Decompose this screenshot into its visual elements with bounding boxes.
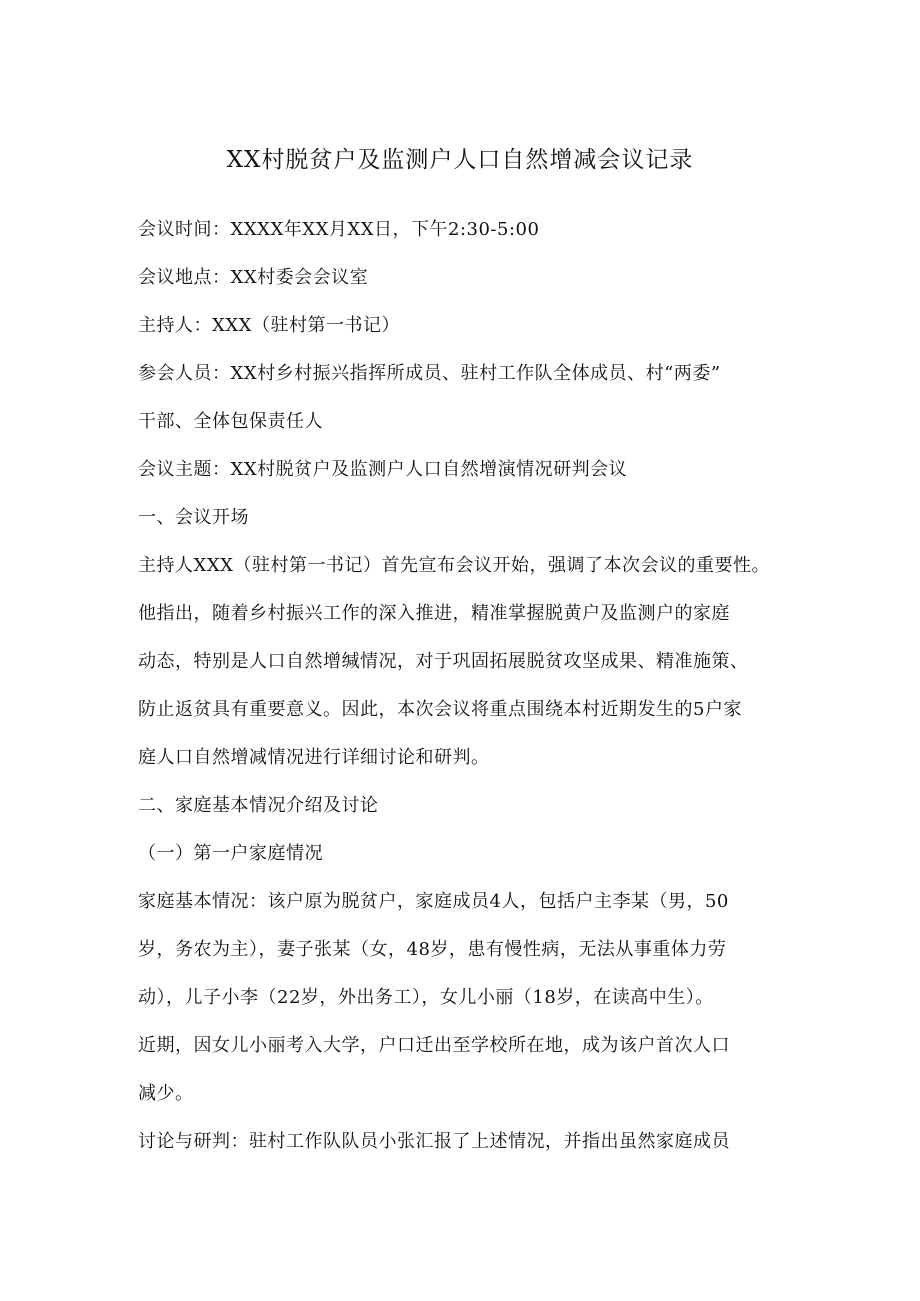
meeting-location: 会议地点：XX村委会会议室 [138, 267, 369, 288]
paragraph-line: 动），儿子小李（22岁，外出务工），女儿小丽（18岁，在读高中生）。 [138, 987, 714, 1008]
document-title: XX村脱贫户及监测户人口自然增减会议记录 [226, 147, 694, 173]
meeting-attendees-cont: 干部、全体包保责任人 [138, 411, 323, 432]
document-body [138, 210, 790, 1170]
meeting-topic: 会议主题：XX村脱贫户及监测户人口自然增演情况研判会议 [138, 459, 628, 480]
paragraph-line: 近期，因女儿小丽考入大学，户口迁出至学校所在地，成为该户首次人口 [138, 1035, 730, 1056]
paragraph-line: 主持人XXX（驻村第一书记）首先宣布会议开始，强调了本次会议的重要性。 [138, 555, 770, 576]
paragraph-line: 庭人口自然增减情况进行详细讨论和研判。 [138, 747, 490, 768]
section-heading-opening: 一、会议开场 [138, 507, 249, 528]
meeting-host: 主持人：XXX（驻村第一书记） [138, 315, 400, 336]
paragraph-line: 动态，特别是人口自然增缄情况，对于巩固拓展脱贫攻坚成果、精准施策、 [138, 651, 749, 672]
meeting-attendees: 参会人员：XX村乡村振兴指挥所成员、驻村工作队全体成员、村“两委” [138, 363, 721, 384]
paragraph-line: 他指出，随着乡村振兴工作的深入推进，精准掌握脱黄户及监测户的家庭 [138, 603, 730, 624]
paragraph-line: 防止返贫具有重要意义。因此，本次会议将重点围绕本村近期发生的5户家 [138, 699, 742, 720]
meeting-time: 会议时间：XXXX年XX月XX日，下午2:30-5:00 [138, 219, 540, 240]
paragraph-line: 岁，务农为主），妻子张某（女，48岁，患有慢性病，无法从事重体力劳 [138, 939, 727, 960]
paragraph-line: 减少。 [138, 1083, 194, 1104]
paragraph-line: 讨论与研判：驻村工作队队员小张汇报了上述情况，并指出虽然家庭成员 [138, 1131, 730, 1152]
paragraph-line: 家庭基本情况：该户原为脱贫户，家庭成员4人，包括户主李某（男，50 [138, 891, 729, 912]
section-heading-family: 二、家庭基本情况介绍及讨论 [138, 795, 379, 816]
subsection-heading-first-family: （一）第一户家庭情况 [138, 843, 323, 864]
